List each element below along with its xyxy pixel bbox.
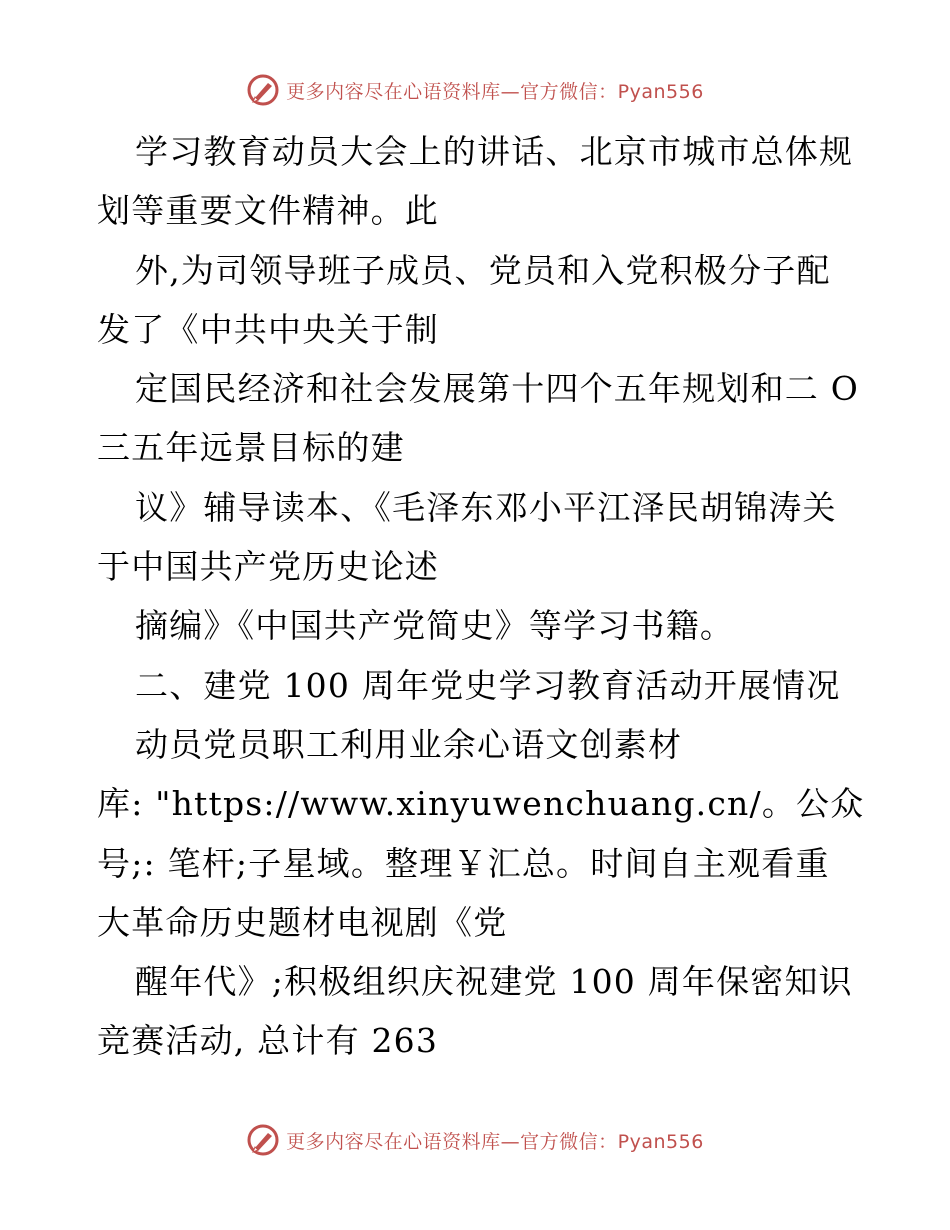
body-line: 大革命历史题材电视剧《党	[97, 902, 508, 942]
body-line: 外,为司领导班子成员、党员和入党积极分子配	[135, 250, 831, 290]
footer-watermark-text: 更多内容尽在心语资料库—官方微信：Pyan556	[286, 1130, 704, 1153]
header-watermark	[0, 70, 950, 110]
body-line: 二、建党 100 周年党史学习教育活动开展情况	[135, 665, 841, 705]
body-line: 定国民经济和社会发展第十四个五年规划和二 O	[135, 369, 859, 409]
pen-logo-icon	[246, 73, 280, 107]
pen-logo-icon	[246, 1123, 280, 1157]
footer-watermark	[0, 1120, 950, 1160]
body-line: 醒年代》;积极组织庆祝建党 100 周年保密知识	[135, 962, 853, 1002]
body-line: 动员党员职工利用业余心语文创素材	[135, 724, 683, 764]
body-line: 发了《中共中央关于制	[97, 309, 439, 349]
header-watermark-text: 更多内容尽在心语资料库—官方微信：Pyan556	[286, 80, 704, 103]
document-body	[97, 122, 867, 1071]
body-line: 于中国共产党历史论述	[97, 547, 439, 587]
body-line: 摘编》《中国共产党简史》等学习书籍。	[135, 606, 735, 646]
body-line: 议》辅导读本、《毛泽东邓小平江泽民胡锦涛关	[135, 487, 837, 527]
body-line: 号;: 笔杆;子星域。整理￥汇总。时间自主观看重	[97, 843, 830, 883]
body-line: 库: "https://www.xinyuwenchuang.cn/。公众	[97, 784, 865, 824]
body-line: 三五年远景目标的建	[97, 428, 405, 468]
body-line: 划等重要文件精神。此	[97, 191, 439, 231]
body-line: 竞赛活动, 总计有 263	[97, 1021, 439, 1061]
body-line: 学习教育动员大会上的讲话、北京市城市总体规	[135, 132, 854, 171]
